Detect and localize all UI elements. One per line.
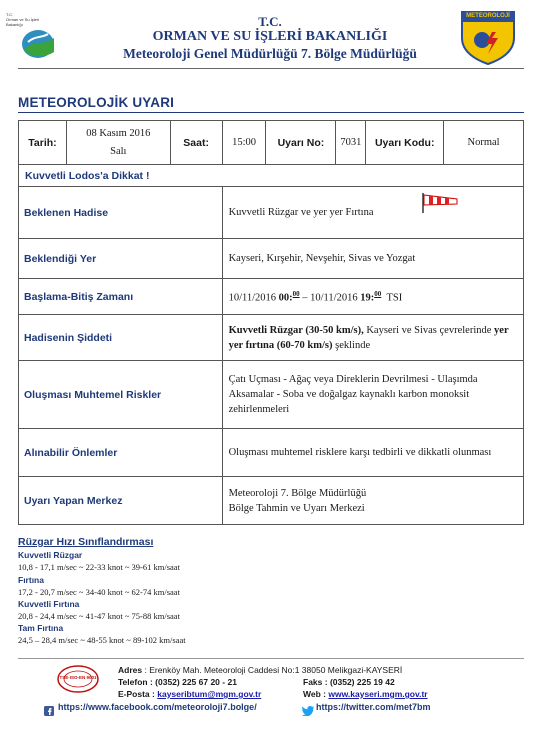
measures-value: Oluşması muhtemel risklere karşı tedbirli ve dikkatli olunması	[222, 429, 523, 477]
title-divider	[18, 112, 524, 113]
severity-text-2: şeklinde	[332, 339, 371, 351]
web-link[interactable]: www.kayseri.mgm.gov.tr	[328, 689, 428, 699]
phone-label: Telefon	[118, 677, 148, 687]
wind-scale-range: 10,8 - 17,1 m/sec ~ 22-33 knot ~ 39-61 km/saat	[18, 562, 180, 572]
facebook-link[interactable]: https://www.facebook.com/meteoroloji7.bolge/	[58, 702, 257, 712]
location-value: Kayseri, Kırşehir, Nevşehir, Sivas ve Yozgat	[222, 239, 523, 279]
header-tc: T.C.	[258, 14, 282, 29]
wind-scale-range: 20,8 - 24,4 m/sec ~ 41-47 knot ~ 75-88 km/saat	[18, 611, 180, 621]
cert-logo	[55, 664, 101, 694]
date-value: 08 Kasım 2016	[86, 127, 151, 139]
wind-scale-name: Fırtına	[18, 575, 44, 585]
facebook-icon[interactable]	[44, 703, 54, 721]
wind-scale-name: Tam Fırtına	[18, 623, 64, 633]
footer-address	[118, 665, 402, 675]
period-separator: –	[302, 292, 308, 304]
period-row	[19, 279, 524, 315]
warning-table	[18, 120, 524, 525]
warning-banner-row	[19, 165, 524, 187]
center-line-1: Meteoroloji 7. Bölge Müdürlüğü	[228, 487, 367, 499]
info-row	[19, 121, 524, 165]
twitter-icon[interactable]	[302, 703, 314, 721]
date-label: Tarih:	[19, 121, 67, 165]
web-label: Web	[303, 689, 321, 699]
hazard-cell	[222, 187, 523, 239]
wind-scale-range: 17,2 - 20,7 m/sec ~ 34-40 knot ~ 62-74 km/saat	[18, 587, 180, 597]
time-value: 15:00	[222, 121, 266, 165]
ministry-logo	[6, 12, 64, 62]
severity-label: Hadisenin Şiddeti	[19, 315, 223, 361]
header-ministry: ORMAN VE SU İŞLERİ BAKANLIĞI	[152, 29, 388, 44]
period-label: Başlama-Bitiş Zamanı	[19, 279, 223, 315]
meteorology-logo	[458, 8, 518, 66]
logo-text-line: Orman ve Su İşleri	[6, 17, 40, 22]
severity-bold-1: Kuvvetli Rüzgar (30-50 km/s),	[228, 324, 364, 336]
page-title: METEOROLOJİK UYARI	[18, 95, 175, 110]
severity-value	[222, 315, 523, 361]
center-value	[222, 477, 523, 525]
period-end-date: 10/11/2016	[310, 292, 358, 304]
fax-label: Faks	[303, 677, 323, 687]
period-value	[222, 279, 523, 315]
period-end-hour: 19:	[360, 292, 375, 304]
email-link[interactable]: kayseribtum@mgm.gov.tr	[157, 689, 262, 699]
time-label: Saat:	[170, 121, 222, 165]
wind-scale-range: 24,5 – 28,4 m/sec ~ 48-55 knot ~ 89-102 km/saat	[18, 635, 186, 645]
footer-divider	[18, 658, 524, 659]
period-start-date: 10/11/2016	[228, 292, 277, 304]
phone-value: : (0352) 225 67 20 - 21	[149, 677, 237, 687]
warning-banner: Kuvvetli Lodos'a Dikkat !	[19, 165, 524, 187]
risks-row	[19, 361, 524, 429]
web-separator: :	[323, 689, 327, 699]
measures-row	[19, 429, 524, 477]
warning-code-label: Uyarı Kodu:	[366, 121, 444, 165]
meteorology-logo-text: METEOROLOJİ	[466, 13, 510, 19]
severity-row	[19, 315, 524, 361]
warning-code-value: Normal	[444, 121, 524, 165]
wind-scale-name: Kuvvetli Rüzgar	[18, 550, 83, 560]
footer-fax	[303, 677, 395, 687]
period-end-min: 00	[374, 290, 382, 299]
center-line-2: Bölge Tahmin ve Uyarı Merkezi	[228, 502, 365, 514]
warning-no-label: Uyarı No:	[266, 121, 336, 165]
footer-email	[118, 689, 261, 699]
header-directorate: Meteoroloji Genel Müdürlüğü 7. Bölge Müdürlüğü	[123, 46, 417, 61]
severity-bold-2: yer yer fırtına (60-70 km/s)	[228, 324, 509, 351]
risks-label: Oluşması Muhtemel Riskler	[19, 361, 223, 429]
measures-label: Alınabilir Önlemler	[19, 429, 223, 477]
risks-value: Çatı Uçması - Ağaç veya Direklerin Devrilmesi - Ulaşımda Aksamalar - Soba ve doğalgaz kaynaklı karbon monoksit zehirlenmeleri	[222, 361, 523, 429]
wind-scale-title: Rüzgar Hızı Sınıflandırması	[18, 536, 154, 548]
wind-scale-name: Kuvvetli Fırtına	[18, 599, 80, 609]
center-row	[19, 477, 524, 525]
fax-value: : (0352) 225 19 42	[324, 677, 395, 687]
header-divider	[18, 68, 524, 69]
address-value: : Erenköy Mah. Meteoroloji Caddesi No:1 38050 Melikgazi-KAYSERİ	[144, 665, 403, 675]
email-separator: :	[152, 689, 155, 699]
date-cell	[66, 121, 170, 165]
severity-text-1: Kayseri ve Sivas çevrelerinde	[363, 324, 495, 336]
cert-text: TSE-ISO-EN 9001	[59, 675, 97, 680]
footer-phone	[118, 677, 237, 687]
footer-web	[303, 689, 428, 699]
period-start-hour: 00:	[278, 292, 293, 304]
center-label: Uyarı Yapan Merkez	[19, 477, 223, 525]
day-value: Salı	[110, 145, 127, 157]
hazard-value: Kuvvetli Rüzgar ve yer yer Fırtına	[228, 207, 374, 218]
hazard-label: Beklenen Hadise	[19, 187, 223, 239]
period-start-min: 00	[292, 290, 300, 299]
period-timezone: TSI	[386, 292, 403, 304]
email-label: E-Posta	[118, 689, 150, 699]
hazard-row	[19, 187, 524, 239]
location-label: Beklendiği Yer	[19, 239, 223, 279]
location-row	[19, 239, 524, 279]
twitter-link[interactable]: https://twitter.com/met7bm	[316, 702, 431, 712]
logo-text-line: T.C.	[6, 12, 14, 17]
warning-no-value: 7031	[336, 121, 366, 165]
windsock-icon	[421, 191, 461, 213]
address-label: Adres	[118, 665, 143, 675]
logo-text-line: Bakanlığı	[6, 22, 23, 27]
